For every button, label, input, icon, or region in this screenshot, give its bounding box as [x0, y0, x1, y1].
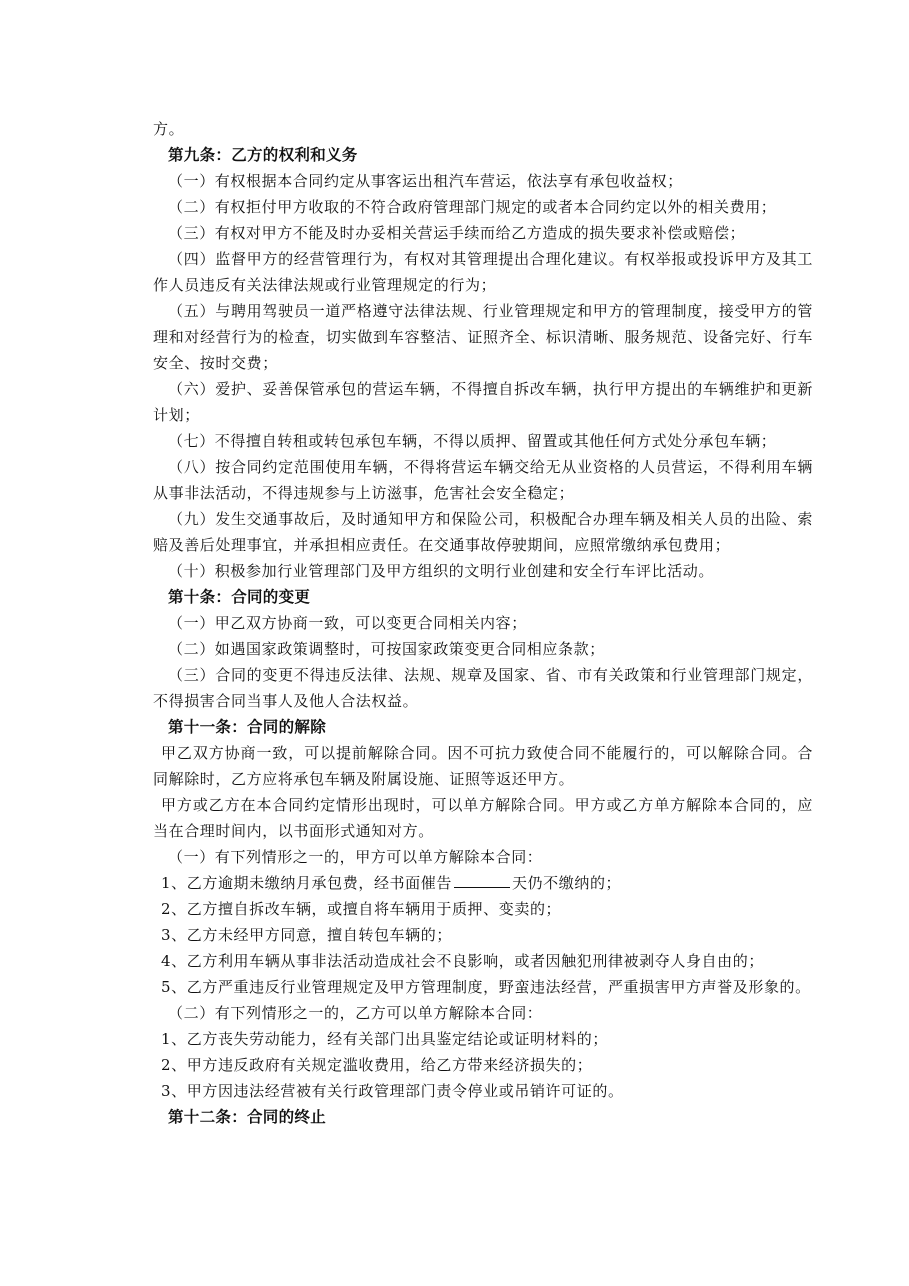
- paragraph-continuation: 方。: [153, 120, 185, 138]
- article-12-title: 第十二条：合同的终止: [168, 1108, 327, 1126]
- article-10-item-3: （三）合同的变更不得违反法律、法规、规章及国家、省、市有关政策和行业管理部门规定，不得损害合同当事人及他人合法权益。: [153, 666, 813, 710]
- article-9-item-1: （一）有权根据本合同约定从事客运出租汽车营运，依法享有承包收益权；: [168, 172, 683, 190]
- article-11-section-b: （二）有下列情形之一的，乙方可以单方解除本合同：: [168, 1004, 543, 1022]
- fill-in-blank[interactable]: [454, 873, 510, 888]
- item-text: 1、乙方逾期未缴纳月承包费，经书面催告: [161, 874, 452, 892]
- article-9-item-3: （三）有权对甲方不能及时办妥相关营运手续而给乙方造成的损失要求补偿或赔偿；: [168, 224, 746, 242]
- article-9-item-9: （九）发生交通事故后，及时通知甲方和保险公司，积极配合办理车辆及相关人员的出险、索赔及善后处理事宜，并承担相应责任。在交通事故停驶期间，应照常缴纳承包费用；: [153, 510, 813, 554]
- article-9-item-4: （四）监督甲方的经营管理行为，有权对其管理提出合理化建议。有权举报或投诉甲方及其工作人员违反有关法律法规或行业管理规定的行为；: [153, 250, 813, 294]
- article-11-b-item-3: 3、甲方因违法经营被有关行政管理部门责令停业或吊销许可证的。: [161, 1082, 624, 1100]
- article-10-item-1: （一）甲乙双方协商一致，可以变更合同相关内容；: [168, 614, 527, 632]
- article-11-title: 第十一条：合同的解除: [168, 718, 327, 736]
- article-11-a-item-5: 5、乙方严重违反行业管理规定及甲方管理制度，野蛮违法经营，严重损害甲方声誉及形象的。: [161, 978, 811, 996]
- article-9-item-7: （七）不得擅自转租或转包承包车辆，不得以质押、留置或其他任何方式处分承包车辆；: [168, 432, 777, 450]
- article-11-a-item-3: 3、乙方未经甲方同意，擅自转包车辆的；: [161, 926, 452, 944]
- article-11-paragraph-1: 甲乙双方协商一致，可以提前解除合同。因不可抗力致使合同不能履行的，可以解除合同。合同解除时，乙方应将承包车辆及附属设施、证照等返还甲方。: [153, 744, 813, 788]
- article-9-item-2: （二）有权拒付甲方收取的不符合政府管理部门规定的或者本合同约定以外的相关费用；: [168, 198, 777, 216]
- article-9-item-5: （五）与聘用驾驶员一道严格遵守法律法规、行业管理规定和甲方的管理制度，接受甲方的管理和对经营行为的检查，切实做到车容整洁、证照齐全、标识清晰、服务规范、设备完好、行车安全、按时交费；: [153, 302, 813, 372]
- article-9-item-8: （八）按合同约定范围使用车辆，不得将营运车辆交给无从业资格的人员营运，不得利用车辆从事非法活动，不得违规参与上访滋事，危害社会安全稳定；: [153, 458, 813, 502]
- article-11-paragraph-2: 甲方或乙方在本合同约定情形出现时，可以单方解除合同。甲方或乙方单方解除本合同的，应当在合理时间内，以书面形式通知对方。: [153, 796, 813, 840]
- article-11-section-a: （一）有下列情形之一的，甲方可以单方解除本合同：: [168, 848, 543, 866]
- document-page: [153, 116, 813, 1130]
- article-11-a-item-2: 2、乙方擅自拆改车辆，或擅自将车辆用于质押、变卖的；: [161, 900, 562, 918]
- article-10-title: 第十条：合同的变更: [168, 588, 311, 606]
- article-11-b-item-1: 1、乙方丧失劳动能力，经有关部门出具鉴定结论或证明材料的；: [161, 1030, 608, 1048]
- article-9-title: 第九条：乙方的权利和义务: [168, 146, 358, 164]
- item-text: 天仍不缴纳的；: [511, 874, 622, 892]
- article-9-item-6: （六）爱护、妥善保管承包的营运车辆，不得擅自拆改车辆，执行甲方提出的车辆维护和更新计划；: [153, 380, 813, 424]
- article-11-a-item-1: [153, 870, 813, 896]
- article-10-item-2: （二）如遇国家政策调整时，可按国家政策变更合同相应条款；: [168, 640, 605, 658]
- article-11-a-item-4: 4、乙方利用车辆从事非法活动造成社会不良影响，或者因触犯刑律被剥夺人身自由的；: [161, 952, 764, 970]
- article-9-item-10: （十）积极参加行业管理部门及甲方组织的文明行业创建和安全行车评比活动。: [168, 562, 715, 580]
- article-11-b-item-2: 2、甲方违反政府有关规定滥收费用，给乙方带来经济损失的；: [161, 1056, 593, 1074]
